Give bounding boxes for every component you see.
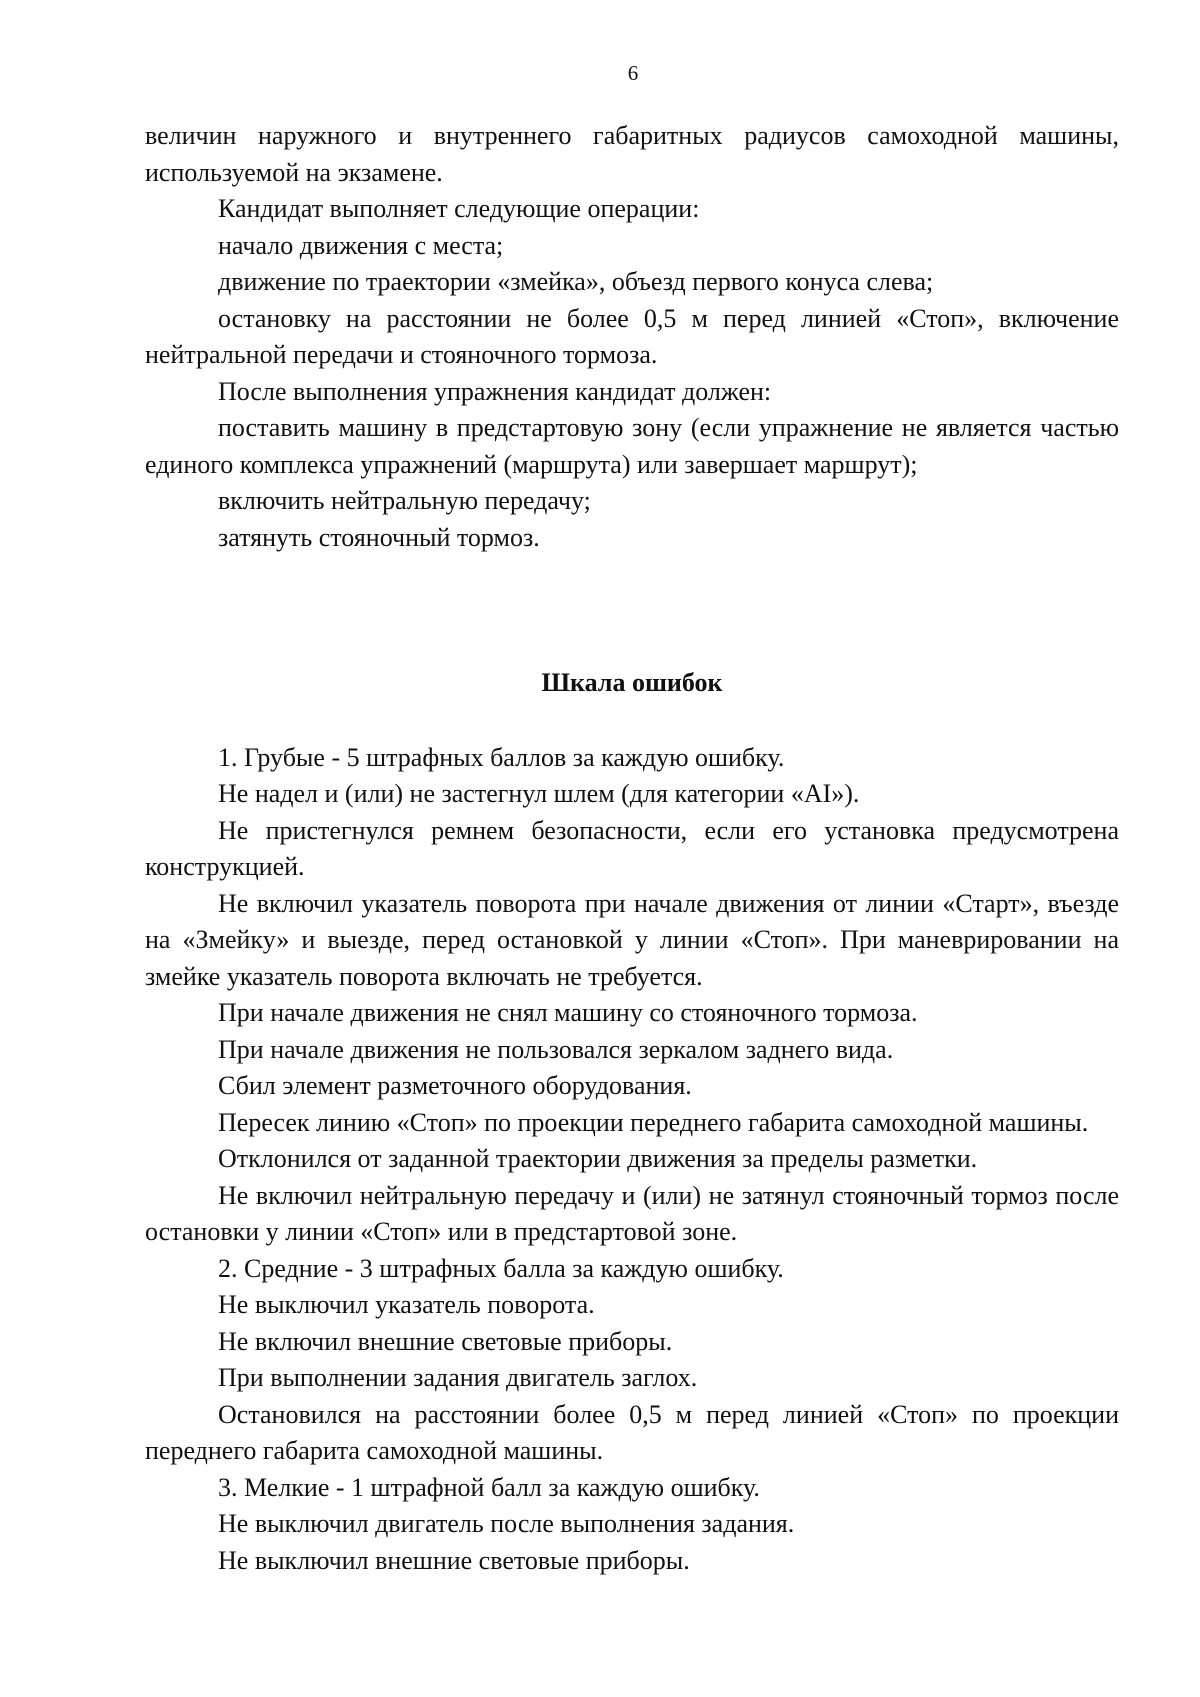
medium-error-item: Не выключил указатель поворота.	[218, 1290, 595, 1319]
medium-errors-label: 2. Средние - 3 штрафных балла за каждую ошибку.	[218, 1253, 784, 1283]
document-body	[145, 118, 1119, 1579]
gross-error-item: При начале движения не пользовался зеркалом заднего вида.	[218, 1034, 894, 1064]
gross-error-item: Отклонился от заданной траектории движения за пределы разметки.	[218, 1144, 978, 1173]
gross-error-item: Сбил элемент разметочного оборудования.	[218, 1071, 692, 1100]
paragraph-continuation: величин наружного и внутреннего габаритных радиусов самоходной машины, используемой на экзамене.	[145, 121, 1119, 187]
gross-error-item: При начале движения не снял машину со стояночного тормоза.	[218, 998, 918, 1027]
operations-intro: Кандидат выполняет следующие операции:	[218, 194, 700, 223]
gross-error-item: Пересек линию «Стоп» по проекции переднего габарита самоходной машины.	[218, 1107, 1089, 1137]
gross-errors-label: 1. Грубые - 5 штрафных баллов за каждую ошибку.	[218, 742, 785, 772]
medium-error-item: При выполнении задания двигатель заглох.	[218, 1363, 698, 1392]
gross-error-item: Не включил нейтральную передачу и (или) не затянул стояночный тормоз после остановки у линии «Стоп» или в предстартовой зоне.	[145, 1180, 1119, 1246]
page-number: 6	[627, 61, 639, 85]
operation-item: остановку на расстоянии не более 0,5 м перед линией «Стоп», включение нейтральной передачи и стояночного тормоза.	[145, 303, 1119, 369]
medium-error-item: Не включил внешние световые приборы.	[218, 1326, 673, 1356]
operation-item: движение по траектории «змейка», объезд первого конуса слева;	[218, 267, 934, 296]
gross-error-item: Не надел и (или) не застегнул шлем (для категории «AI»).	[218, 779, 860, 808]
minor-error-item: Не выключил внешние световые приборы.	[218, 1545, 690, 1575]
operation-item: начало движения с места;	[218, 230, 504, 260]
minor-error-item: Не выключил двигатель после выполнения задания.	[218, 1509, 795, 1538]
minor-errors-label: 3. Мелкие - 1 штрафной балл за каждую ошибку.	[218, 1472, 760, 1502]
gross-error-item: Не включил указатель поворота при начале движения от линии «Старт», въезде на «Змейку» и выезде, перед остановкой у линии «Стоп». При маневрировании на змейке указатель поворота включать не требуется.	[145, 888, 1119, 991]
section-spacer	[145, 556, 1119, 665]
section-heading: Шкала ошибок	[541, 668, 723, 697]
after-step: поставить машину в предстартовую зону (если упражнение не является частью единого комплекса упражнений (маршрута) или завершает маршрут);	[145, 413, 1119, 479]
gross-error-item: Не пристегнулся ремнем безопасности, если его установка предусмотрена конструкцией.	[145, 815, 1119, 881]
after-step: включить нейтральную передачу;	[218, 486, 591, 515]
after-intro: После выполнения упражнения кандидат должен:	[218, 376, 772, 406]
after-step: затянуть стояночный тормоз.	[218, 522, 540, 552]
medium-error-item: Остановился на расстоянии более 0,5 м перед линией «Стоп» по проекции переднего габарита самоходной машины.	[145, 1399, 1119, 1465]
